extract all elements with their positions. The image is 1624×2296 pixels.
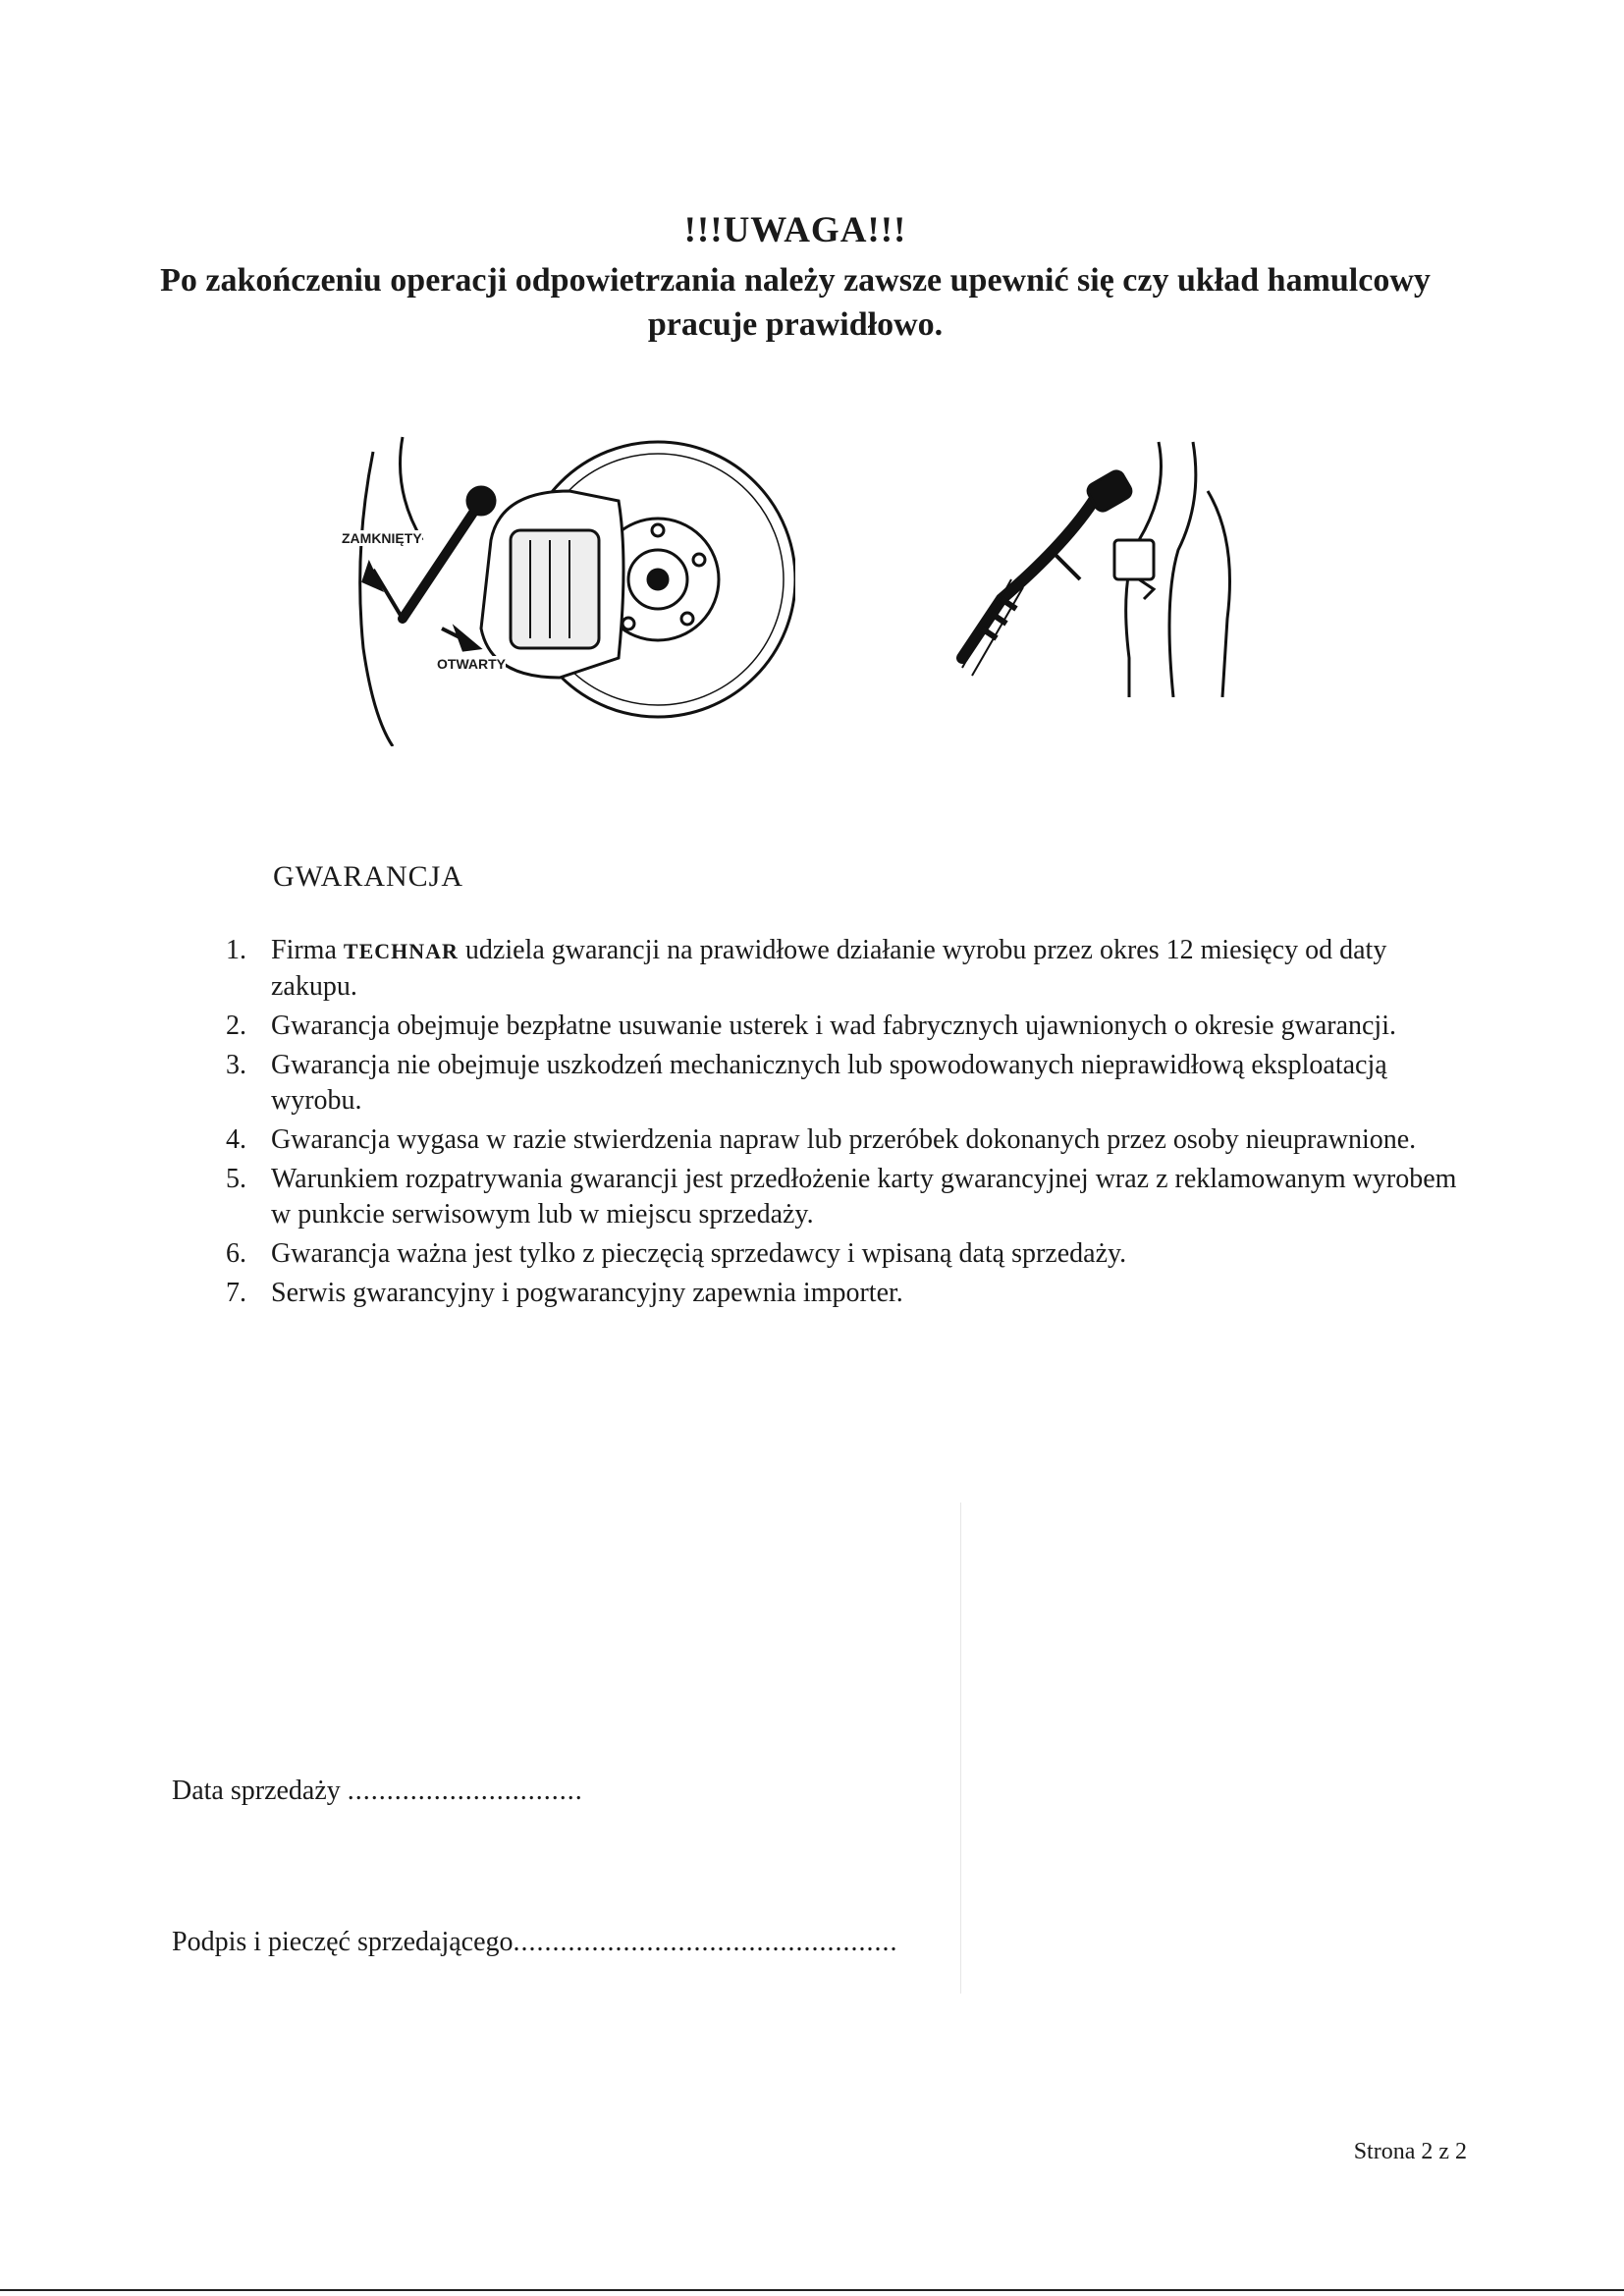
list-item: 7. Serwis gwarancyjny i pogwarancyjny zapewnia importer. [226,1278,903,1308]
guarantee-title: GWARANCJA [273,860,464,893]
guarantee-list [226,933,1473,1315]
list-item: 3. Gwarancja nie obejmuje uszkodzeń mechanicznych lub spowodowanych nieprawidłową eksploatacją wyrobu. [226,1050,1387,1116]
list-item: 4. Gwarancja wygasa w razie stwierdzenia napraw lub przeróbek dokonanych przez osoby nieuprawnione. [226,1124,1417,1155]
list-item: 6. Gwarancja ważna jest tylko z pieczęcią sprzedawcy i wpisaną datą sprzedaży. [226,1238,1127,1269]
scan-artifact-line [960,1503,961,1994]
page-number: Strona 2 z 2 [1353,2139,1467,2164]
brake-caliper-wrench-illustration [334,432,795,746]
list-item: 2. Gwarancja obejmuje bezpłatne usuwanie usterek i wad fabrycznych ujawnionych o okresie gwarancji. [226,1011,1396,1041]
warning-block [147,209,1443,347]
warning-heading: !!!UWAGA!!! [683,210,907,250]
sale-date-label: Data sprzedaży [172,1776,341,1806]
warning-text: Po zakończeniu operacji odpowietrzania należy zawsze upewnić się czy układ hamulcowy pracuje prawidłowo. [160,262,1431,343]
bleeder-valve-hose-illustration [943,432,1237,697]
list-item: 1. Firma TECHNAR udziela gwarancji na prawidłowe działanie wyrobu przez okres 12 miesięcy od daty zakupu. [226,935,1387,1002]
label-closed: ZAMKNIĘTY [342,530,422,546]
signature-field[interactable] [172,1927,898,1958]
brand-name: TECHNAR [343,939,459,963]
label-open: OTWARTY [437,656,506,672]
signature-label: Podpis i pieczęć sprzedającego [172,1927,514,1957]
sale-date-dots: .............................. [347,1776,583,1806]
page-edge-line [0,2289,1624,2291]
sale-date-field[interactable] [172,1776,583,1807]
signature-dots: ................................................. [513,1927,898,1957]
list-item: 5. Warunkiem rozpatrywania gwarancji jest przedłożenie karty gwarancyjnej wraz z reklamowanym wyrobem w punkcie serwisowym lub w miejscu sprzedaży. [226,1164,1457,1230]
